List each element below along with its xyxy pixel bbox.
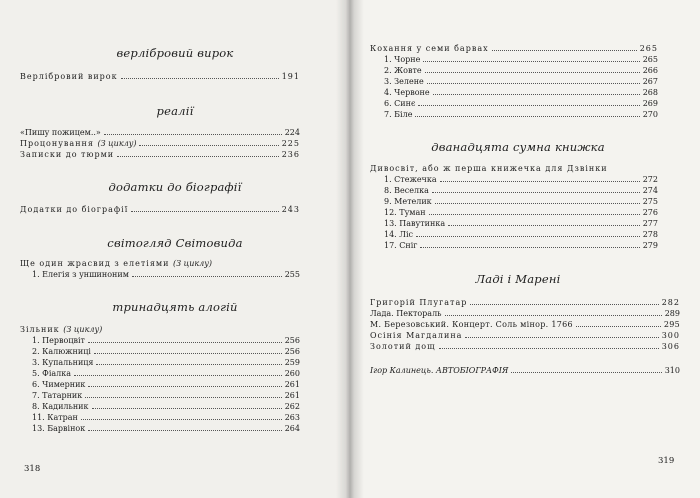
toc-entry[interactable]: Додатки до біографії 243 xyxy=(20,205,300,214)
toc-entry[interactable]: 6. Чимерник 261 xyxy=(32,380,300,389)
section-heading: світогляд Світовида xyxy=(107,236,243,250)
toc-entry[interactable]: 2. Жовте 266 xyxy=(384,66,658,75)
toc-entry[interactable]: 1. Елегія з уншиноним 255 xyxy=(32,270,300,279)
toc-entry[interactable]: Процонування (З циклу) 225 xyxy=(20,139,300,148)
toc-entry[interactable]: 1. Чорне 265 xyxy=(384,55,658,64)
toc-entry[interactable]: 17. Сніг 279 xyxy=(384,241,658,250)
section-heading: реалії xyxy=(156,104,194,118)
toc-entry[interactable]: Кохання у семи барвах 265 xyxy=(370,44,658,53)
toc-entry[interactable]: 4. Червоне 268 xyxy=(384,88,658,97)
right-page xyxy=(348,0,700,498)
toc-entry[interactable]: 14. Ліс 278 xyxy=(384,230,658,239)
toc-entry[interactable]: Ігор Калинець. АВТОБІОГРАФІЯ 310 xyxy=(370,366,680,375)
toc-entry[interactable]: Верлібровий вирок 191 xyxy=(20,72,300,81)
toc-entry[interactable]: 8. Веселка 274 xyxy=(384,186,658,195)
page-number: 319 xyxy=(658,456,675,466)
toc-entry[interactable]: 1. Первоцвіт 256 xyxy=(32,336,300,345)
toc-entry[interactable]: 2. Калюжниці 256 xyxy=(32,347,300,356)
toc-entry[interactable]: 11. Катран 263 xyxy=(32,413,300,422)
page-number: 318 xyxy=(24,464,41,474)
toc-entry[interactable]: 12. Туман 276 xyxy=(384,208,658,217)
toc-entry[interactable]: 9. Метелик 275 xyxy=(384,197,658,206)
toc-entry[interactable]: Золотий дощ 306 xyxy=(370,342,680,351)
toc-entry[interactable]: 1. Стежечка 272 xyxy=(384,175,658,184)
section-heading: верлібровий вирок xyxy=(116,46,234,60)
toc-entry[interactable]: 5. Фіалка 260 xyxy=(32,369,300,378)
toc-entry[interactable]: 13. Барвінок 264 xyxy=(32,424,300,433)
section-heading: Ладі і Марені xyxy=(475,272,561,286)
toc-entry[interactable]: 3. Зелене 267 xyxy=(384,77,658,86)
toc-entry[interactable]: 6. Синє 269 xyxy=(384,99,658,108)
toc-group-title: Ще один жрасвид з елетіями (З циклу) xyxy=(20,259,212,268)
toc-entry[interactable]: «Пишу пожицем..» 224 xyxy=(20,128,300,137)
book-gutter-shadow xyxy=(336,0,364,498)
toc-entry[interactable]: 13. Павутинка 277 xyxy=(384,219,658,228)
toc-entry[interactable]: 8. Кадильник 262 xyxy=(32,402,300,411)
toc-entry[interactable]: Григорій Плугатар 282 xyxy=(370,298,680,307)
toc-entry[interactable]: М. Березовський. Концерт. Соль мінор. 1766 295 xyxy=(370,320,680,329)
section-heading: додатки до біографії xyxy=(108,180,242,194)
toc-entry[interactable]: Лада. Пектораль 289 xyxy=(370,309,680,318)
toc-entry[interactable]: Осінія Магдалина 300 xyxy=(370,331,680,340)
section-heading: дванадцята сумна книжка xyxy=(431,140,605,154)
toc-entry[interactable]: 7. Біле 270 xyxy=(384,110,658,119)
left-page xyxy=(0,0,348,498)
toc-entry[interactable]: 3. Купальниця 259 xyxy=(32,358,300,367)
toc-group-title: Дивосвіт, або ж перша книжечка для Дзвінки xyxy=(370,164,608,173)
toc-entry[interactable]: 7. Татарник 261 xyxy=(32,391,300,400)
section-heading: тринадцять алогій xyxy=(112,300,238,314)
toc-group-title: Зільник (З циклу) xyxy=(20,325,103,334)
toc-entry[interactable]: Записки до тюрми 236 xyxy=(20,150,300,159)
